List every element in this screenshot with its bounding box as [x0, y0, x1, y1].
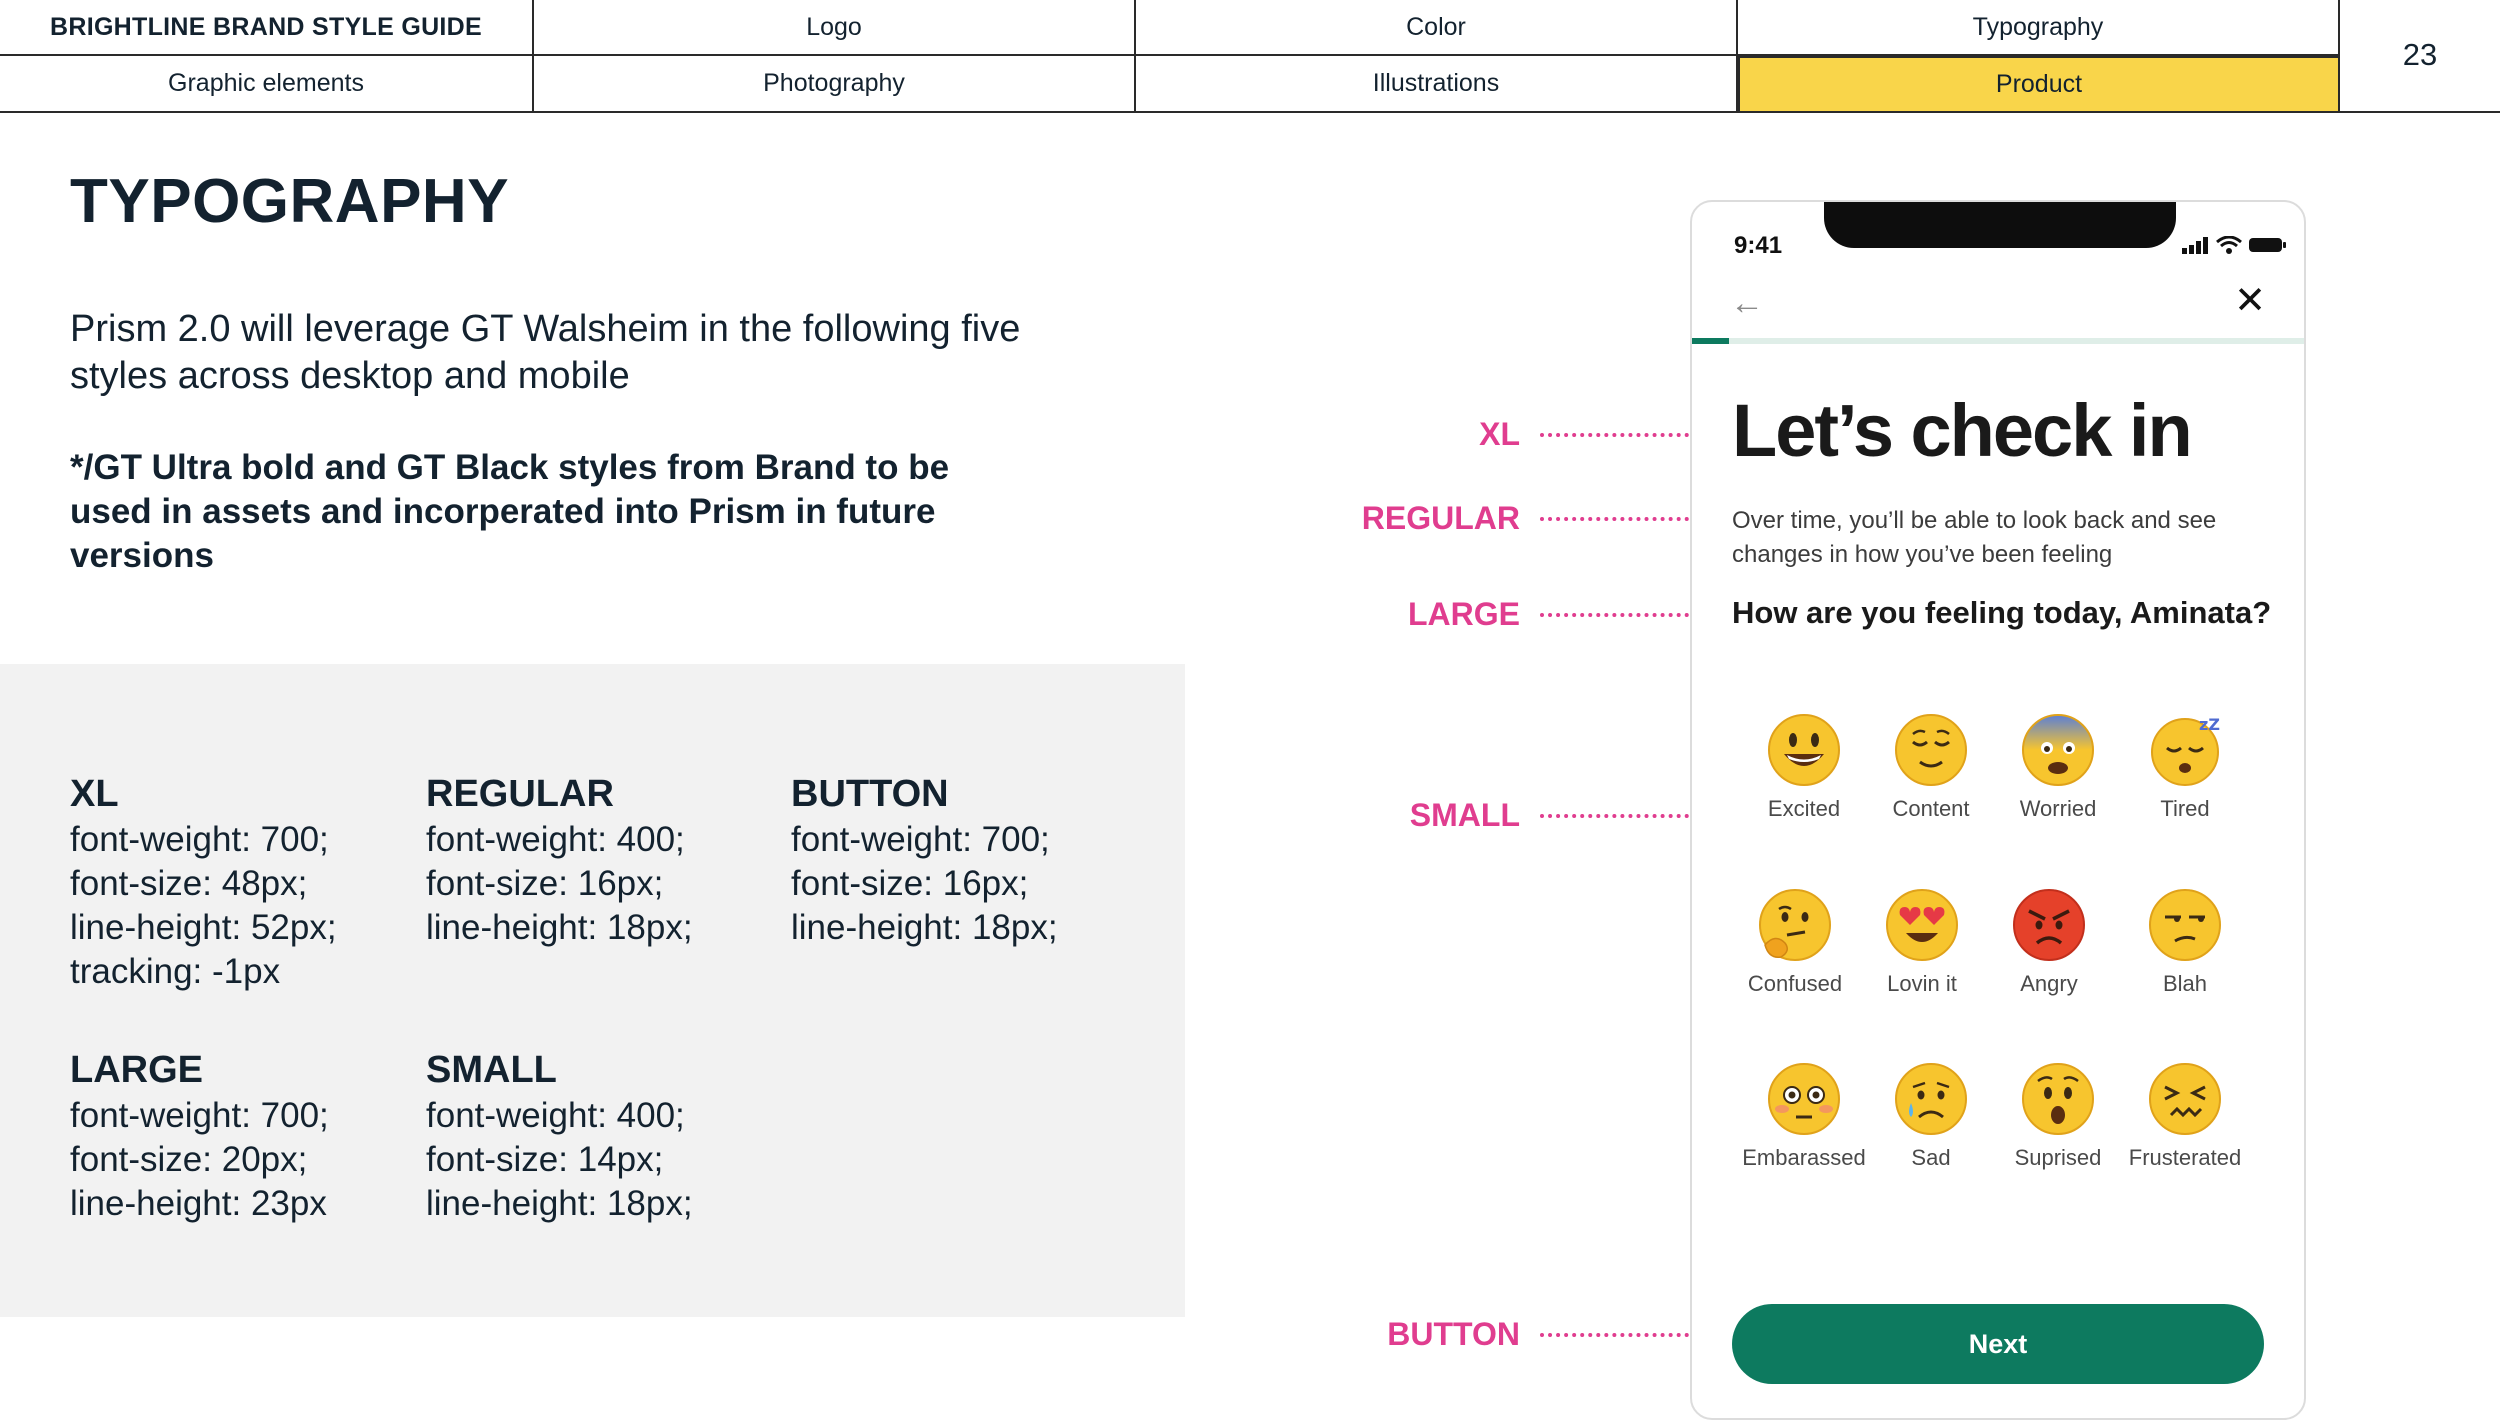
spec-line: line-height: 18px; — [791, 908, 1058, 947]
status-icons — [2182, 236, 2288, 254]
angry-face-icon — [2011, 887, 2087, 963]
spec-heading: REGULAR — [426, 773, 614, 815]
callout-leader-line — [1540, 613, 1705, 617]
callout-leader-line — [1540, 517, 1705, 521]
spec-line: font-weight: 400; — [426, 820, 685, 859]
callout-leader-line — [1540, 433, 1705, 437]
page-number: 23 — [2340, 0, 2500, 113]
spec-line: font-size: 16px; — [791, 864, 1029, 903]
callout-regular — [1300, 498, 1520, 538]
next-button[interactable]: Next — [1732, 1304, 2264, 1384]
spec-line: font-weight: 700; — [70, 1096, 329, 1135]
status-time: 9:41 — [1734, 232, 1783, 259]
phone-notch — [1824, 200, 2176, 248]
wifi-icon — [2216, 236, 2242, 254]
callout-xl — [1300, 414, 1520, 454]
battery-icon — [2248, 236, 2288, 254]
relieved-face-icon — [1893, 712, 1969, 788]
feeling-question: How are you feeling today, Aminata? — [1732, 595, 2272, 630]
brand-title: BRIGHTLINE BRAND STYLE GUIDE — [0, 0, 534, 56]
emotion-excited[interactable] — [1739, 712, 1869, 822]
tab-product[interactable]: Product — [1738, 56, 2340, 113]
tab-color[interactable]: Color — [1136, 0, 1738, 56]
callout-label: REGULAR — [1361, 500, 1520, 536]
tab-graphic-elements[interactable]: Graphic elements — [0, 56, 534, 113]
heart-eyes-face-icon — [1884, 887, 1960, 963]
phone-mockup — [1690, 200, 2306, 1420]
close-icon[interactable]: ✕ — [2234, 280, 2266, 322]
emotion-lovin-it[interactable] — [1857, 887, 1987, 997]
page-title: TYPOGRAPHY — [70, 167, 510, 236]
svg-text:zZ: zZ — [2199, 715, 2220, 734]
spec-line: font-size: 48px; — [70, 864, 308, 903]
spec-line: font-size: 20px; — [70, 1140, 308, 1179]
spec-line: line-height: 52px; — [70, 908, 337, 947]
emotion-label: Sad — [1911, 1145, 1951, 1170]
emotion-label: Worried — [2019, 796, 2097, 821]
emotion-label: Lovin it — [1887, 971, 1957, 996]
tab-logo[interactable]: Logo — [534, 0, 1136, 56]
emotion-content[interactable] — [1866, 712, 1996, 822]
callout-button — [1300, 1314, 1520, 1354]
spec-line: line-height: 23px — [70, 1184, 327, 1223]
emotion-embarassed[interactable] — [1739, 1061, 1869, 1171]
emotion-label: Excited — [1767, 796, 1841, 821]
spec-button — [791, 770, 1058, 950]
emotion-label: Angry — [2020, 971, 2078, 996]
crying-face-icon — [1893, 1061, 1969, 1137]
check-in-heading: Let’s check in — [1732, 389, 2191, 472]
grinning-face-icon — [1766, 712, 1842, 788]
section-nav — [0, 0, 2500, 113]
tab-illustrations[interactable]: Illustrations — [1136, 56, 1738, 113]
callout-leader-line — [1540, 814, 1705, 818]
type-spec-panel — [0, 664, 1185, 1317]
spec-line: line-height: 18px; — [426, 1184, 693, 1223]
flushed-face-icon — [1766, 1061, 1842, 1137]
progress-bar-fill — [1692, 338, 1729, 344]
confounded-face-icon — [2147, 1061, 2223, 1137]
fearful-face-icon — [2020, 712, 2096, 788]
spec-heading: XL — [70, 773, 119, 815]
spec-xl — [70, 770, 337, 994]
emotion-tired[interactable] — [2120, 712, 2250, 822]
emotion-worried[interactable] — [1993, 712, 2123, 822]
emotion-label: Confused — [1747, 971, 1843, 996]
spec-heading: LARGE — [70, 1049, 203, 1091]
back-arrow-icon[interactable]: ← — [1730, 284, 1764, 322]
spec-heading: BUTTON — [791, 773, 949, 815]
spec-line: font-weight: 700; — [70, 820, 329, 859]
spec-line: font-size: 16px; — [426, 864, 664, 903]
emotion-label: Blah — [2162, 971, 2208, 996]
sleeping-face-icon — [2147, 712, 2223, 788]
callout-leader-line — [1540, 1333, 1705, 1337]
astonished-face-icon — [2020, 1061, 2096, 1137]
callout-label: LARGE — [1408, 596, 1520, 632]
emotion-label: Embarassed — [1742, 1145, 1866, 1170]
spec-heading: SMALL — [426, 1049, 557, 1091]
emotion-blah[interactable] — [2120, 887, 2250, 997]
tab-photography[interactable]: Photography — [534, 56, 1136, 113]
progress-bar — [1692, 338, 2304, 344]
emotion-suprised[interactable] — [1993, 1061, 2123, 1171]
thinking-face-icon — [1757, 887, 1833, 963]
spec-regular — [426, 770, 693, 950]
spec-small — [426, 1046, 693, 1226]
intro-text: Prism 2.0 will leverage GT Walsheim in the following five styles across desktop and mobile — [70, 308, 1021, 397]
callout-small — [1300, 795, 1520, 835]
spec-line: font-size: 14px; — [426, 1140, 664, 1179]
emotion-label: Content — [1892, 796, 1970, 821]
emotion-sad[interactable] — [1866, 1061, 1996, 1171]
emotion-frusterated[interactable] — [2120, 1061, 2250, 1171]
spec-line: line-height: 18px; — [426, 908, 693, 947]
callout-label: XL — [1479, 416, 1520, 452]
signal-icon — [2182, 236, 2210, 254]
check-in-description: Over time, you’ll be able to look back and see changes in how you’ve been feeling — [1732, 507, 2217, 568]
spec-large — [70, 1046, 329, 1226]
emotion-label: Frusterated — [2128, 1145, 2242, 1170]
emotion-confused[interactable] — [1730, 887, 1860, 997]
spec-line: tracking: -1px — [70, 952, 281, 991]
callout-large — [1300, 594, 1520, 634]
future-versions-note: */GT Ultra bold and GT Black styles from Brand to be used in assets and incorperated into Prism in future versions — [70, 448, 950, 575]
unamused-face-icon — [2147, 887, 2223, 963]
spec-line: font-weight: 700; — [791, 820, 1050, 859]
callout-label: SMALL — [1409, 797, 1520, 833]
emotion-angry[interactable] — [1984, 887, 2114, 997]
emotion-label: Tired — [2160, 796, 2210, 821]
tab-typography[interactable]: Typography — [1738, 0, 2340, 56]
emotion-label: Suprised — [2014, 1145, 2102, 1170]
spec-line: font-weight: 400; — [426, 1096, 685, 1135]
callout-label: BUTTON — [1387, 1316, 1520, 1352]
